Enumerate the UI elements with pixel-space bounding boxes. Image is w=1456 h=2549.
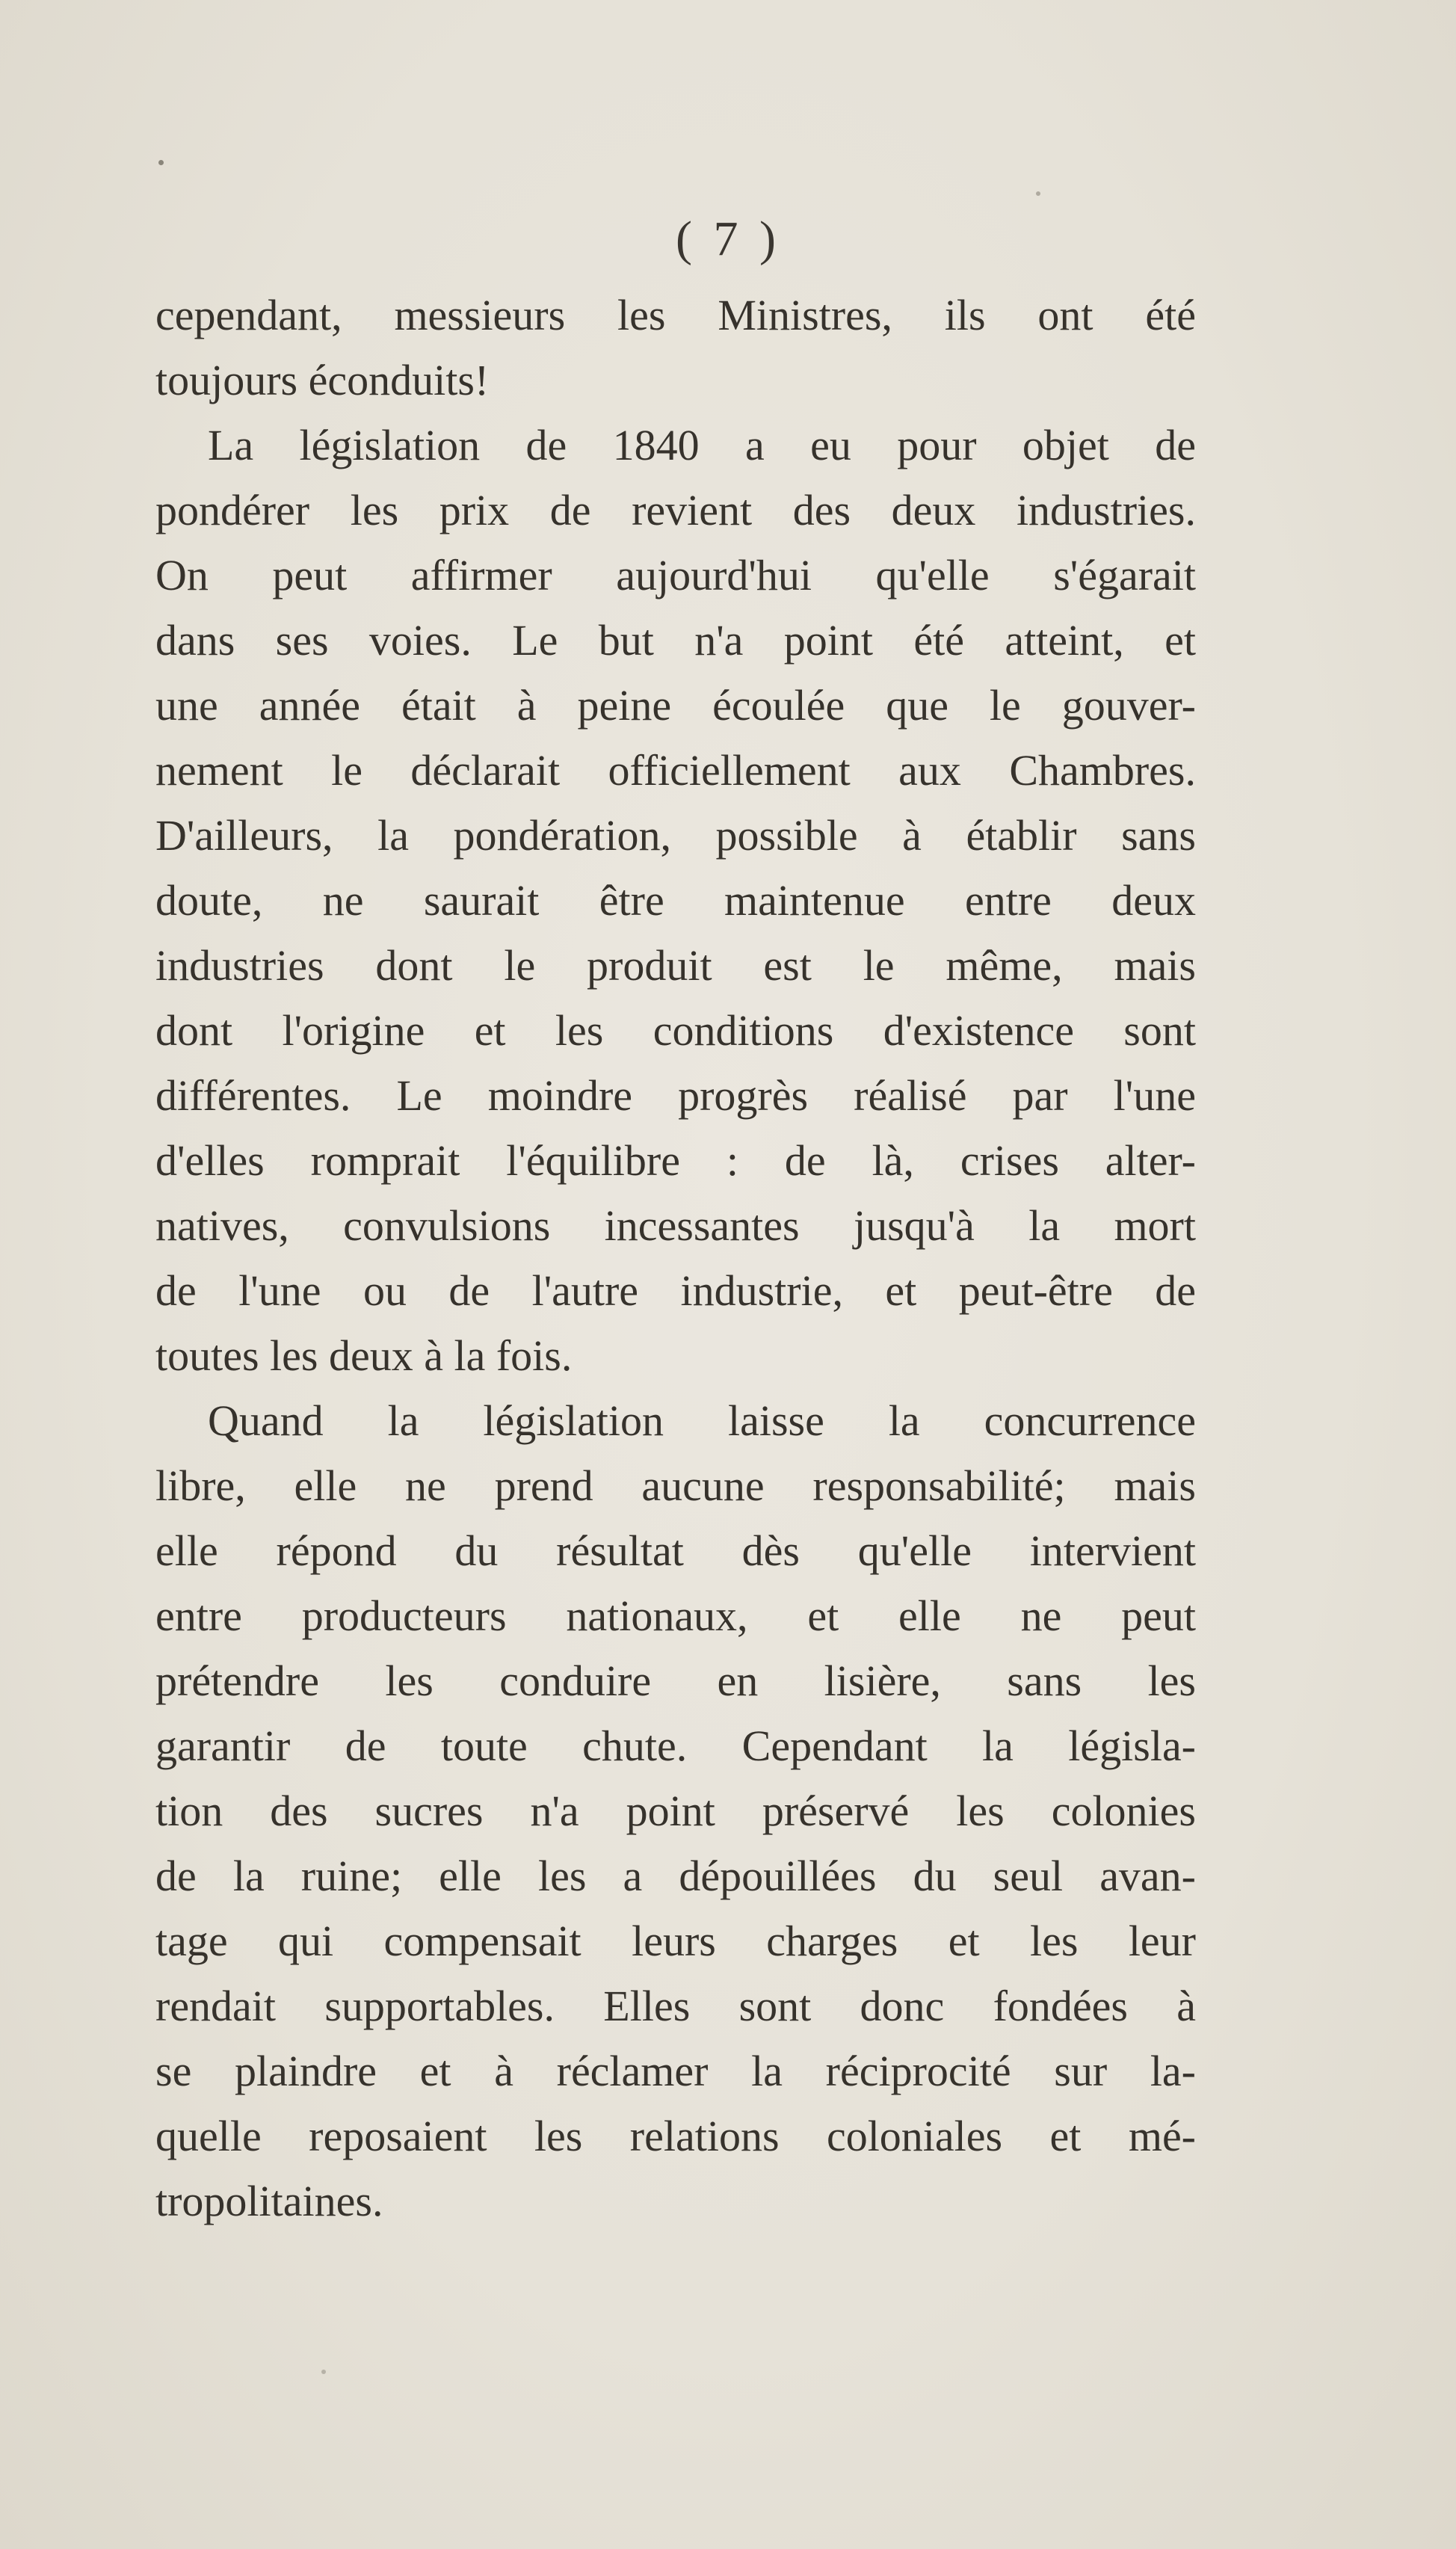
text-line: quelle reposaient les relations coloniales et mé- <box>155 2112 1196 2160</box>
text-line: cependant, messieurs les Ministres, ils ont été <box>155 291 1196 339</box>
text-line: Quand la législation laisse la concurrence <box>208 1396 1196 1445</box>
text-line: garantir de toute chute. Cependant la législa- <box>155 1722 1196 1770</box>
body-text <box>155 283 1196 2234</box>
text-line: d'elles romprait l'équilibre : de là, crises alter- <box>155 1136 1196 1185</box>
text-line: D'ailleurs, la pondération, possible à établir sans <box>155 811 1196 860</box>
text-line: dans ses voies. Le but n'a point été atteint, et <box>155 616 1196 665</box>
text-line: tage qui compensait leurs charges et les leur <box>155 1917 1196 1965</box>
text-line: toutes les deux à la fois. <box>155 1331 573 1380</box>
text-line: industries dont le produit est le même, mais <box>155 941 1196 990</box>
text-line: La législation de 1840 a eu pour objet de <box>208 421 1196 469</box>
text-line: différentes. Le moindre progrès réalisé par l'une <box>155 1071 1196 1120</box>
text-line: tion des sucres n'a point préservé les colonies <box>155 1787 1196 1835</box>
text-line: nement le déclarait officiellement aux Chambres. <box>155 746 1196 795</box>
text-line: doute, ne saurait être maintenue entre deux <box>155 876 1196 925</box>
text-line: une année était à peine écoulée que le gouver- <box>155 681 1196 730</box>
text-line: dont l'origine et les conditions d'existence sont <box>155 1006 1196 1055</box>
text-line: elle répond du résultat dès qu'elle intervient <box>155 1526 1196 1575</box>
text-line: prétendre les conduire en lisière, sans les <box>155 1656 1196 1705</box>
text-line: toujours éconduits! <box>155 356 490 404</box>
text-line: se plaindre et à réclamer la réciprocité sur la- <box>155 2047 1196 2095</box>
text-line: natives, convulsions incessantes jusqu'à la mort <box>155 1201 1196 1250</box>
text-line: libre, elle ne prend aucune responsabilité; mais <box>155 1461 1196 1510</box>
page-number: ( 7 ) <box>676 212 780 266</box>
text-line: de l'une ou de l'autre industrie, et peut-être de <box>155 1266 1196 1315</box>
text-line: On peut affirmer aujourd'hui qu'elle s'égarait <box>155 551 1196 600</box>
text-line: rendait supportables. Elles sont donc fondées à <box>155 1982 1196 2030</box>
paper-speck <box>1036 191 1040 196</box>
text-line: tropolitaines. <box>155 2177 383 2225</box>
text-line: pondérer les prix de revient des deux industries. <box>155 486 1196 534</box>
paper-speck <box>321 2370 326 2374</box>
text-line: entre producteurs nationaux, et elle ne peut <box>155 1591 1196 1640</box>
paper-speck <box>158 160 164 165</box>
text-line: de la ruine; elle les a dépouillées du seul avan- <box>155 1852 1196 1900</box>
